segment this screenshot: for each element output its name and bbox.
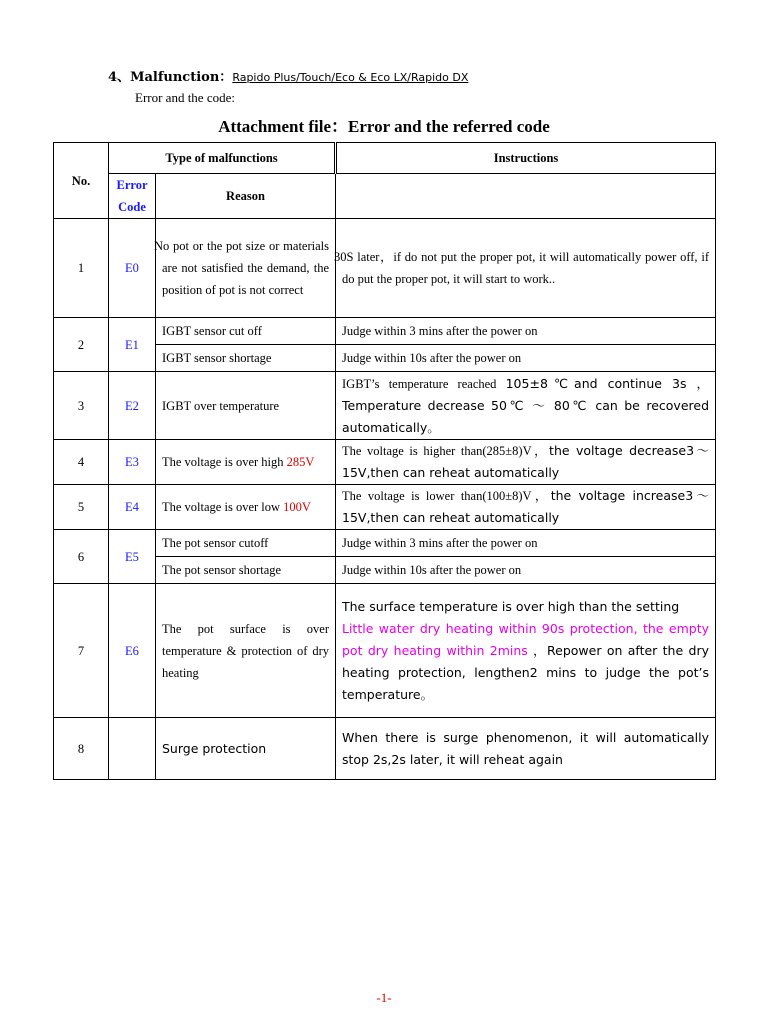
voltage-value: 285V [286,455,315,469]
reason-part: The voltage is over low [162,500,284,514]
table-row [54,485,716,530]
error-code-table [53,142,716,780]
section-label: Malfunction [130,70,220,85]
table-row [54,318,716,345]
table-subheader-row [54,174,716,219]
table-row [54,372,716,440]
table-header-row [54,143,716,174]
row-instruction [336,584,716,718]
row-instruction [336,485,716,530]
row-reason: IGBT sensor cut off [156,318,336,345]
row-no: 2 [54,318,109,372]
row-reason: IGBT sensor shortage [156,345,336,372]
row-code: E2 [109,372,156,440]
row-code: E4 [109,485,156,530]
row-no: 1 [54,219,109,318]
header-type: Type of malfunctions [109,143,336,174]
row-code: E0 [109,219,156,318]
row-no: 4 [54,440,109,485]
instruction-part: the voltage decrease3～15V,then can reheat automatically [342,443,709,480]
table-row [54,584,716,718]
table-row [54,219,716,318]
row-reason: IGBT over temperature [156,372,336,440]
header-instructions: Instructions [336,143,716,174]
row-instruction [336,440,716,485]
header-instructions-blank [336,174,716,219]
row-instruction: Judge within 3 mins after the power on [336,530,716,557]
table-row [54,440,716,485]
row-instruction: When there is surge phenomenon, it will automatically stop 2s,2s later, it will reheat again [336,718,716,780]
reason-part: The voltage is over high [162,455,287,469]
row-code: E6 [109,584,156,718]
table-row [54,718,716,780]
subtitle: Error and the code: [135,90,235,105]
row-code: E3 [109,440,156,485]
table-row [54,530,716,557]
instruction-part: ，Repower on after the dry heating protection, lengthen2 mins to judge the pot’s temperature。 [342,642,709,702]
row-reason [156,440,336,485]
section-colon: ： [219,70,233,85]
row-instruction: Judge within 10s after the power on [336,345,716,372]
row-reason: The pot surface is over temperature & protection of dry heating [156,584,336,718]
instruction-part: The voltage is lower than(100±8)V， [342,489,551,503]
header-reason: Reason [156,174,336,219]
instruction-part: IGBT’s temperature reached [342,376,506,391]
row-reason: No pot or the pot size or materials are not satisfied the demand, the position of pot is not correct [156,219,336,318]
row-code: E5 [109,530,156,584]
section-number: 4 [108,70,118,85]
page-number: -1- [376,990,392,1005]
row-no: 6 [54,530,109,584]
row-reason: The pot sensor shortage [156,557,336,584]
row-instruction [336,372,716,440]
instruction-part: The surface temperature is over high than the setting [342,598,680,614]
row-no: 3 [54,372,109,440]
row-no: 8 [54,718,109,780]
row-reason: The pot sensor cutoff [156,530,336,557]
dry-heating-warning: Little water dry heating within 90s protection, the empty pot dry heating within 2mins [342,620,709,658]
header-error-code: Error Code [109,174,156,219]
row-no: 5 [54,485,109,530]
row-code [109,718,156,780]
row-instruction: Judge within 3 mins after the power on [336,318,716,345]
row-reason: Surge protection [156,718,336,780]
row-no: 7 [54,584,109,718]
instruction-part: the voltage increase3～15V,then can reheat automatically [342,488,709,525]
header-no: No. [54,143,109,219]
section-separator: 、 [117,70,131,85]
instruction-part: The voltage is higher than(285±8)V， [342,444,550,458]
document-title: Attachment file：Error and the referred code [218,117,550,136]
row-instruction: 30S later，if do not put the proper pot, it will automatically power off, if do put the proper pot, it will start to work.. [336,219,716,318]
section-heading [108,66,468,85]
model-list: Rapido Plus/Touch/Eco & Eco LX/Rapido DX [232,71,469,84]
row-reason [156,485,336,530]
row-instruction: Judge within 10s after the power on [336,557,716,584]
instruction-part: 105±8℃and continue 3s ， Temperature decrease 50℃ ～ 80℃ can be recovered automatically。 [342,375,709,435]
row-code: E1 [109,318,156,372]
voltage-value: 100V [283,500,311,514]
